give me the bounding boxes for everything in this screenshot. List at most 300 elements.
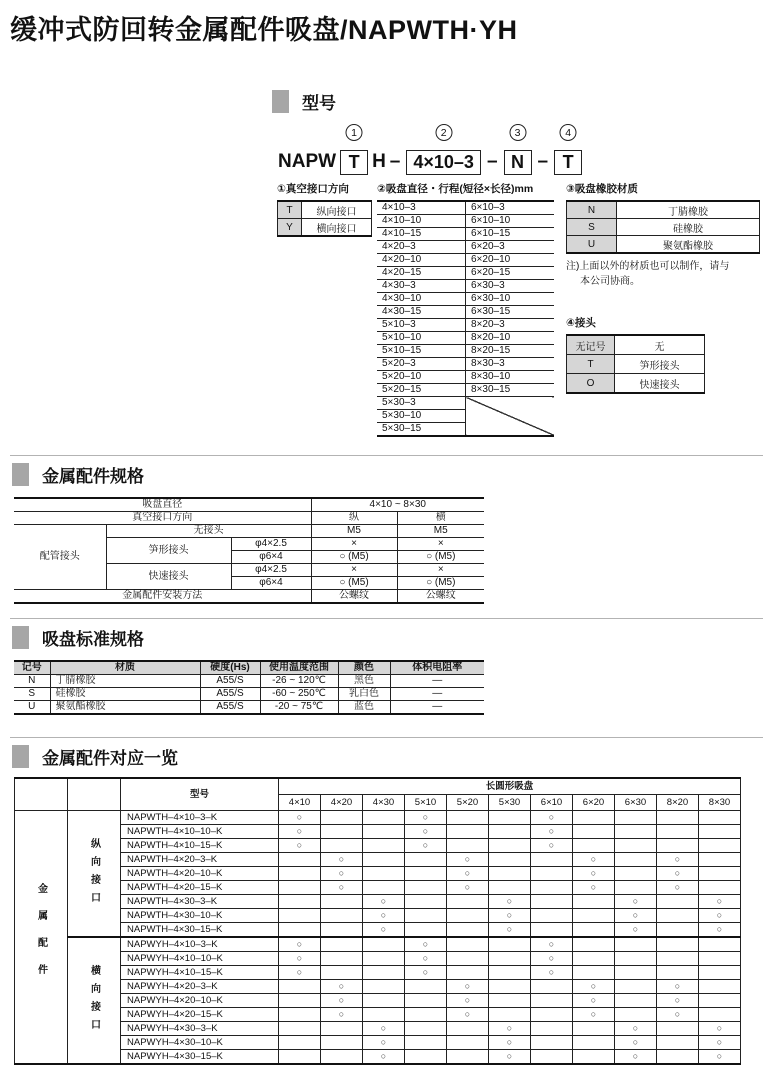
size-stroke-cell: 4×20–10	[377, 254, 466, 267]
code-cell: 无记号	[567, 335, 615, 355]
mapping-row	[15, 1050, 741, 1065]
empty-mark-cell	[573, 825, 615, 839]
pad-spec-body	[14, 675, 484, 715]
empty-mark-cell	[615, 994, 657, 1008]
pad-spec-cell: 黑色	[338, 675, 390, 688]
compatible-mark: ○	[573, 867, 615, 881]
empty-mark-cell	[363, 867, 405, 881]
size-col-header: 5×10	[405, 795, 447, 811]
compatible-mark: ○	[615, 909, 657, 923]
compatible-mark: ○	[615, 1050, 657, 1065]
empty-mark-cell	[279, 923, 321, 938]
compatible-mark: ○	[573, 980, 615, 994]
size-stroke-cell: 8×30–15	[466, 384, 555, 397]
empty-mark-cell	[699, 937, 741, 952]
model-cell: NAPWYH–4×30–10–K	[121, 1036, 279, 1050]
empty-mark-cell	[279, 853, 321, 867]
empty-mark-cell	[279, 867, 321, 881]
pad-dia-value: 4×10 ~ 8×30	[311, 498, 484, 512]
empty-mark-cell	[489, 839, 531, 853]
compatible-mark: ○	[405, 952, 447, 966]
compatible-mark: ○	[279, 811, 321, 825]
code-cell: T	[278, 201, 302, 219]
empty-mark-cell	[321, 966, 363, 980]
size-stroke-cell: 5×10–3	[377, 319, 466, 332]
mapping-group-header-row	[15, 778, 741, 795]
empty-mark-cell	[615, 1008, 657, 1022]
empty-mark-cell	[531, 867, 573, 881]
rubber-row	[567, 219, 760, 236]
section-marker-icon	[12, 626, 29, 649]
empty-mark-cell	[573, 909, 615, 923]
empty-mark-cell	[279, 1008, 321, 1022]
empty-mark-cell	[657, 1036, 699, 1050]
empty-mark-cell	[321, 839, 363, 853]
t2-body	[377, 201, 554, 436]
empty-mark-cell	[699, 839, 741, 853]
empty-mark-cell	[489, 881, 531, 895]
mapping-row	[15, 980, 741, 994]
compatible-mark: ○	[531, 811, 573, 825]
empty-mark-cell	[447, 1050, 489, 1065]
pad-spec-section	[0, 618, 773, 715]
mapping-row	[15, 994, 741, 1008]
empty-mark-cell	[363, 980, 405, 994]
size-stroke-cell: 6×10–3	[466, 201, 555, 215]
pad-dia-label: 吸盘直径	[14, 498, 311, 512]
empty-mark-cell	[321, 1050, 363, 1065]
mapping-title: 金属配件对应一览	[42, 749, 178, 768]
code-mid: H	[372, 151, 386, 172]
empty-mark-cell	[573, 952, 615, 966]
empty-mark-cell	[531, 853, 573, 867]
size-stroke-cell: 4×30–15	[377, 306, 466, 319]
empty-mark-cell	[405, 923, 447, 938]
size-col-header: 5×20	[447, 795, 489, 811]
empty-mark-cell	[615, 966, 657, 980]
compatible-mark: ○	[657, 994, 699, 1008]
empty-mark-cell	[321, 923, 363, 938]
model-cell: NAPWTH–4×20–15–K	[121, 881, 279, 895]
empty-mark-cell	[405, 853, 447, 867]
size-stroke-cell: 6×20–10	[466, 254, 555, 267]
size-stroke-cell: 8×20–3	[466, 319, 555, 332]
size-stroke-row	[377, 358, 554, 371]
empty-mark-cell	[531, 1036, 573, 1050]
model-cell: NAPWTH–4×20–3–K	[121, 853, 279, 867]
compatible-mark: ○	[447, 980, 489, 994]
empty-mark-cell	[447, 811, 489, 825]
code-box-joint: T	[554, 150, 582, 175]
metal-fitting-label: 金属配件	[15, 811, 68, 1065]
pad-spec-row	[14, 675, 484, 688]
pad-spec-cell: —	[390, 688, 484, 701]
compatible-mark: ○	[321, 980, 363, 994]
empty-mark-cell	[447, 909, 489, 923]
compatible-mark: ○	[531, 937, 573, 952]
empty-mark-cell	[405, 881, 447, 895]
code-box-rubber: N	[504, 150, 532, 175]
empty-mark-cell	[447, 895, 489, 909]
empty-mark-cell	[573, 1050, 615, 1065]
empty-mark-cell	[489, 853, 531, 867]
empty-mark-cell	[657, 1050, 699, 1065]
empty-mark-cell	[531, 895, 573, 909]
fitting-spec-section	[0, 455, 773, 604]
empty-mark-cell	[447, 966, 489, 980]
empty-mark-cell	[279, 1036, 321, 1050]
size-stroke-row	[377, 267, 554, 280]
empty-mark-cell	[657, 811, 699, 825]
model-cell: NAPWYH–4×10–15–K	[121, 966, 279, 980]
callout-4-icon: 4	[560, 124, 577, 141]
pad-spec-cell: A55/S	[200, 675, 260, 688]
code-cell: U	[567, 236, 617, 254]
empty-mark-cell	[615, 867, 657, 881]
empty-mark-cell	[699, 1008, 741, 1022]
compatible-mark: ○	[405, 839, 447, 853]
size-col-header: 6×30	[615, 795, 657, 811]
empty-mark-cell	[363, 881, 405, 895]
quick-label: 快速接头	[106, 564, 231, 590]
size-stroke-cell: 5×20–10	[377, 371, 466, 384]
compatible-mark: ○	[447, 853, 489, 867]
direction-row	[278, 201, 372, 219]
pipe-joint-label: 配管接头	[14, 525, 106, 590]
pad-spec-cell: -26 ~ 120℃	[260, 675, 338, 688]
pad-spec-cell: —	[390, 701, 484, 715]
empty-mark-cell	[531, 980, 573, 994]
fitting-spec-title: 金属配件规格	[42, 467, 144, 486]
code-cell: O	[567, 374, 615, 394]
compatible-mark: ○	[279, 839, 321, 853]
pad-spec-row	[14, 688, 484, 701]
empty-mark-cell	[489, 980, 531, 994]
pad-spec-col-header: 硬度(Hs)	[200, 661, 260, 675]
size-stroke-cell: 4×30–3	[377, 280, 466, 293]
model-cell: NAPWTH–4×30–10–K	[121, 909, 279, 923]
pad-spec-cell: 蓝色	[338, 701, 390, 715]
label-cell: 硅橡胶	[617, 219, 760, 236]
size-stroke-cell: 5×10–15	[377, 345, 466, 358]
compatible-mark: ○	[531, 952, 573, 966]
dir-label: 真空接口方向	[14, 512, 311, 525]
model-cell: NAPWTH–4×10–10–K	[121, 825, 279, 839]
size-stroke-cell: 6×20–3	[466, 241, 555, 254]
pad-spec-cell: 丁腈橡胶	[50, 675, 200, 688]
empty-mark-cell	[573, 1036, 615, 1050]
size-stroke-row	[377, 215, 554, 228]
empty-mark-cell	[615, 937, 657, 952]
empty-mark-cell	[699, 980, 741, 994]
size-stroke-row	[377, 254, 554, 267]
model-cell: NAPWTH–4×10–15–K	[121, 839, 279, 853]
compatible-mark: ○	[615, 1036, 657, 1050]
model-cell: NAPWYH–4×30–15–K	[121, 1050, 279, 1065]
fitting-spec-table	[14, 497, 484, 604]
compatible-mark: ○	[363, 895, 405, 909]
joint-title: ④接头	[566, 317, 596, 329]
empty-mark-cell	[573, 937, 615, 952]
empty-mark-cell	[489, 825, 531, 839]
compatible-mark: ○	[489, 895, 531, 909]
empty-mark-cell	[363, 839, 405, 853]
empty-mark-cell	[615, 952, 657, 966]
code-cell: T	[567, 355, 615, 374]
code-dash: –	[486, 151, 498, 172]
label-cell: 笋形接头	[615, 355, 705, 374]
model-cell: NAPWYH–4×10–3–K	[121, 937, 279, 952]
code-cell: Y	[278, 219, 302, 237]
size-stroke-cell: 5×20–3	[377, 358, 466, 371]
compatible-mark: ○	[279, 937, 321, 952]
model-cell: NAPWYH–4×20–15–K	[121, 1008, 279, 1022]
mount-vert: 公螺纹	[311, 590, 397, 604]
pad-spec-cell: A55/S	[200, 701, 260, 715]
empty-mark-cell	[405, 1050, 447, 1065]
size-stroke-row	[377, 332, 554, 345]
empty-mark-cell	[321, 825, 363, 839]
empty-mark-cell	[321, 952, 363, 966]
code-part-size	[406, 126, 481, 175]
quick-size-large: φ6×4	[231, 577, 311, 590]
empty-mark-cell	[321, 1022, 363, 1036]
mapping-table	[14, 777, 741, 1065]
mount-horiz: 公螺纹	[397, 590, 484, 604]
empty-mark-cell	[657, 839, 699, 853]
pad-spec-row	[14, 701, 484, 715]
compatible-mark: ○	[279, 825, 321, 839]
pad-spec-col-header: 材质	[50, 661, 200, 675]
empty-mark-cell	[447, 923, 489, 938]
size-stroke-cell: 4×10–15	[377, 228, 466, 241]
barb-size-small: φ4×2.5	[231, 538, 311, 551]
empty-mark-cell	[321, 1036, 363, 1050]
code-dash: –	[537, 151, 549, 172]
vacuum-direction-block	[277, 181, 373, 237]
size-stroke-title: ②吸盘直径・行程(短径×长径)mm	[377, 183, 534, 195]
empty-mark-cell	[489, 937, 531, 952]
size-stroke-cell: 6×30–3	[466, 280, 555, 293]
size-stroke-cell: 8×30–10	[466, 371, 555, 384]
empty-mark-cell	[447, 1036, 489, 1050]
compatible-mark: ○	[363, 1050, 405, 1065]
empty-mark-cell	[363, 994, 405, 1008]
empty-mark-cell	[321, 909, 363, 923]
compatible-mark: ○	[363, 1036, 405, 1050]
mapping-row	[15, 839, 741, 853]
empty-mark-cell	[489, 867, 531, 881]
pad-spec-cell: N	[14, 675, 50, 688]
pad-spec-cell: 硅橡胶	[50, 688, 200, 701]
empty-mark-cell	[405, 994, 447, 1008]
compatible-mark: ○	[699, 1036, 741, 1050]
empty-mark-cell	[405, 1008, 447, 1022]
compatible-mark: ○	[447, 867, 489, 881]
size-stroke-block	[377, 181, 563, 437]
pad-spec-cell: 聚氨酯橡胶	[50, 701, 200, 715]
model-cell: NAPWTH–4×30–15–K	[121, 923, 279, 938]
compatible-mark: ○	[489, 1050, 531, 1065]
size-stroke-cell: 4×10–3	[377, 201, 466, 215]
empty-mark-cell	[657, 923, 699, 938]
empty-mark-cell	[531, 1050, 573, 1065]
size-stroke-row	[377, 280, 554, 293]
empty-mark-cell	[363, 937, 405, 952]
callout-1-icon: 1	[346, 124, 363, 141]
mapping-row	[15, 853, 741, 867]
empty-mark-cell	[657, 937, 699, 952]
compatible-mark: ○	[615, 895, 657, 909]
compatible-mark: ○	[699, 923, 741, 938]
quick-size-small: φ4×2.5	[231, 564, 311, 577]
empty-mark-cell	[615, 825, 657, 839]
empty-mark-cell	[531, 881, 573, 895]
empty-mark-cell	[657, 952, 699, 966]
size-stroke-row	[377, 306, 554, 319]
compatible-mark: ○	[447, 1008, 489, 1022]
compatible-mark: ○	[489, 1022, 531, 1036]
no-joint-label: 无接头	[106, 525, 311, 538]
model-cell: NAPWYH–4×30–3–K	[121, 1022, 279, 1036]
size-stroke-cell: 8×20–15	[466, 345, 555, 358]
size-col-header: 4×10	[279, 795, 321, 811]
size-stroke-row	[377, 384, 554, 397]
compatible-mark: ○	[615, 1022, 657, 1036]
pad-spec-table	[14, 660, 484, 715]
size-group-header: 长圆形吸盘	[279, 778, 741, 795]
rubber-note-line2: 本公司协商。	[580, 275, 640, 287]
vacuum-direction-table	[277, 200, 372, 237]
empty-mark-cell	[699, 853, 741, 867]
size-stroke-cell: 8×30–3	[466, 358, 555, 371]
model-number-section	[0, 55, 773, 455]
section-marker-icon	[12, 463, 29, 486]
code-box-direction: T	[340, 150, 368, 175]
empty-mark-cell	[405, 895, 447, 909]
joint-row	[567, 335, 705, 355]
rubber-row	[567, 201, 760, 219]
size-col-header: 4×20	[321, 795, 363, 811]
rubber-table	[566, 200, 760, 254]
quick-large-horiz: ○ (M5)	[397, 577, 484, 590]
size-stroke-cell: 6×10–10	[466, 215, 555, 228]
callout-3-icon: 3	[509, 124, 526, 141]
compatible-mark: ○	[573, 1008, 615, 1022]
no-joint-horiz: M5	[397, 525, 484, 538]
dir-horiz: 横	[397, 512, 484, 525]
rubber-row	[567, 236, 760, 254]
model-cell: NAPWYH–4×10–10–K	[121, 952, 279, 966]
mapping-row	[15, 1022, 741, 1036]
empty-mark-cell	[489, 811, 531, 825]
compatible-mark: ○	[321, 1008, 363, 1022]
fitting-spec-header	[12, 462, 773, 487]
pad-spec-cell: —	[390, 675, 484, 688]
size-stroke-cell: 4×20–3	[377, 241, 466, 254]
mapping-row	[15, 1036, 741, 1050]
diagonal-blank-cell	[466, 397, 555, 437]
empty-mark-cell	[447, 839, 489, 853]
empty-mark-cell	[363, 811, 405, 825]
size-stroke-cell: 6×10–15	[466, 228, 555, 241]
empty-mark-cell	[279, 1022, 321, 1036]
pad-spec-col-header: 颜色	[338, 661, 390, 675]
joint-table	[566, 334, 705, 394]
size-stroke-cell: 4×10–10	[377, 215, 466, 228]
quick-large-vert: ○ (M5)	[311, 577, 397, 590]
model-section-header	[272, 89, 336, 114]
section-marker-icon	[12, 745, 29, 768]
compatible-mark: ○	[531, 825, 573, 839]
pad-spec-header-row	[14, 661, 484, 675]
no-joint-vert: M5	[311, 525, 397, 538]
corner-cell	[15, 778, 68, 811]
mount-label: 金属配件安装方法	[14, 590, 311, 604]
pad-spec-cell: U	[14, 701, 50, 715]
joint-row	[567, 374, 705, 394]
size-stroke-cell: 6×20–15	[466, 267, 555, 280]
empty-mark-cell	[615, 853, 657, 867]
empty-mark-cell	[699, 825, 741, 839]
size-stroke-row	[377, 228, 554, 241]
mapping-row	[15, 825, 741, 839]
empty-mark-cell	[405, 867, 447, 881]
quick-small-horiz: ×	[397, 564, 484, 577]
size-stroke-row	[377, 371, 554, 384]
empty-mark-cell	[615, 980, 657, 994]
barb-large-vert: ○ (M5)	[311, 551, 397, 564]
size-stroke-cell: 5×10–10	[377, 332, 466, 345]
label-cell: 快速接头	[615, 374, 705, 394]
joint-row	[567, 355, 705, 374]
label-cell: 丁腈橡胶	[617, 201, 760, 219]
pad-spec-cell: S	[14, 688, 50, 701]
compatible-mark: ○	[489, 909, 531, 923]
mapping-body	[15, 811, 741, 1065]
empty-mark-cell	[447, 825, 489, 839]
mapping-row	[15, 952, 741, 966]
mapping-row	[15, 895, 741, 909]
size-stroke-cell: 5×20–15	[377, 384, 466, 397]
empty-mark-cell	[699, 966, 741, 980]
empty-mark-cell	[321, 895, 363, 909]
empty-mark-cell	[531, 923, 573, 938]
pad-spec-cell: -20 ~ 75℃	[260, 701, 338, 715]
callout-2-icon: 2	[435, 124, 452, 141]
compatible-mark: ○	[657, 853, 699, 867]
size-stroke-cell: 8×20–10	[466, 332, 555, 345]
empty-mark-cell	[699, 952, 741, 966]
mapping-row	[15, 937, 741, 952]
quick-small-vert: ×	[311, 564, 397, 577]
pad-spec-col-header: 使用温度范围	[260, 661, 338, 675]
t4-body	[567, 335, 705, 393]
empty-mark-cell	[489, 966, 531, 980]
empty-mark-cell	[615, 839, 657, 853]
empty-mark-cell	[573, 923, 615, 938]
compatible-mark: ○	[657, 1008, 699, 1022]
size-stroke-row	[377, 397, 554, 410]
t3-body	[567, 201, 760, 253]
section-marker-icon	[272, 90, 289, 113]
rubber-note-line1: 注)上面以外的材质也可以制作，请与	[566, 261, 730, 272]
code-dash: –	[389, 151, 401, 172]
code-part-joint	[554, 126, 582, 175]
empty-mark-cell	[531, 1008, 573, 1022]
model-cell: NAPWTH–4×30–3–K	[121, 895, 279, 909]
empty-mark-cell	[657, 909, 699, 923]
